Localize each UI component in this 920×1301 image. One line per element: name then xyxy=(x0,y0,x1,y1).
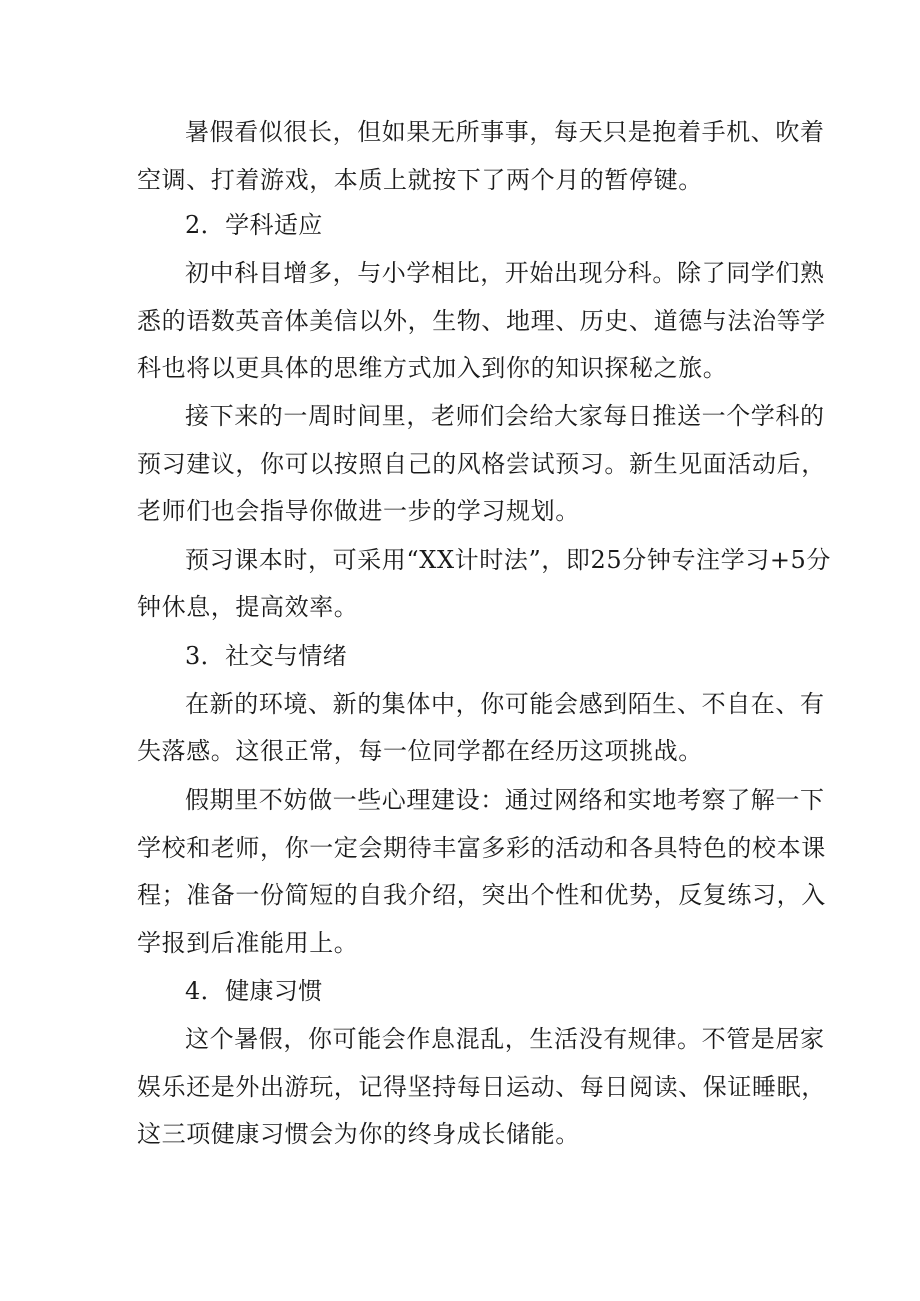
section-heading: 4．健康习惯 xyxy=(185,977,323,1005)
paragraph-line: 假期里不妨做一些心理建设：通过网络和实地考察了解一下 xyxy=(185,786,825,814)
paragraph-line: 这个暑假，你可能会作息混乱，生活没有规律。不管是居家 xyxy=(185,1025,825,1053)
paragraph-line: 老师们也会指导你做进一步的学习规划。 xyxy=(137,497,580,525)
paragraph-line: 学校和老师，你一定会期待丰富多彩的活动和各具特色的校本课 xyxy=(137,834,826,862)
paragraph-line: 空调、打着游戏，本质上就按下了两个月的暂停键。 xyxy=(137,166,703,194)
paragraph-line: 失落感。这很正常，每一位同学都在经历这项挑战。 xyxy=(137,737,703,765)
paragraph-line: 学报到后准能用上。 xyxy=(137,929,359,957)
paragraph-line: 接下来的一周时间里，老师们会给大家每日推送一个学科的 xyxy=(185,402,825,430)
paragraph-line: 科也将以更具体的思维方式加入到你的知识探秘之旅。 xyxy=(137,354,728,382)
section-heading: 2．学科适应 xyxy=(185,211,323,239)
paragraph-line: 程；准备一份简短的自我介绍，突出个性和优势，反复练习，入 xyxy=(137,881,826,909)
paragraph-line: 暑假看似很长，但如果无所事事，每天只是抱着手机、吹着 xyxy=(185,118,825,146)
paragraph-line: 预习建议，你可以按照自己的风格尝试预习。新生见面活动后， xyxy=(137,450,826,478)
paragraph-line: 悉的语数英音体美信以外，生物、地理、历史、道德与法治等学 xyxy=(137,307,826,335)
paragraph-line: 预习课本时，可采用“XX计时法”，即25分钟专注学习+5分 xyxy=(185,546,832,574)
section-heading: 3．社交与情绪 xyxy=(185,642,348,670)
paragraph-line: 在新的环境、新的集体中，你可能会感到陌生、不自在、有 xyxy=(185,690,825,718)
paragraph-line: 这三项健康习惯会为你的终身成长储能。 xyxy=(137,1120,580,1148)
paragraph-line: 初中科目增多，与小学相比，开始出现分科。除了同学们熟 xyxy=(185,259,825,287)
paragraph-line: 钟休息，提高效率。 xyxy=(137,593,359,621)
paragraph-line: 娱乐还是外出游玩，记得坚持每日运动、每日阅读、保证睡眠， xyxy=(137,1073,826,1101)
